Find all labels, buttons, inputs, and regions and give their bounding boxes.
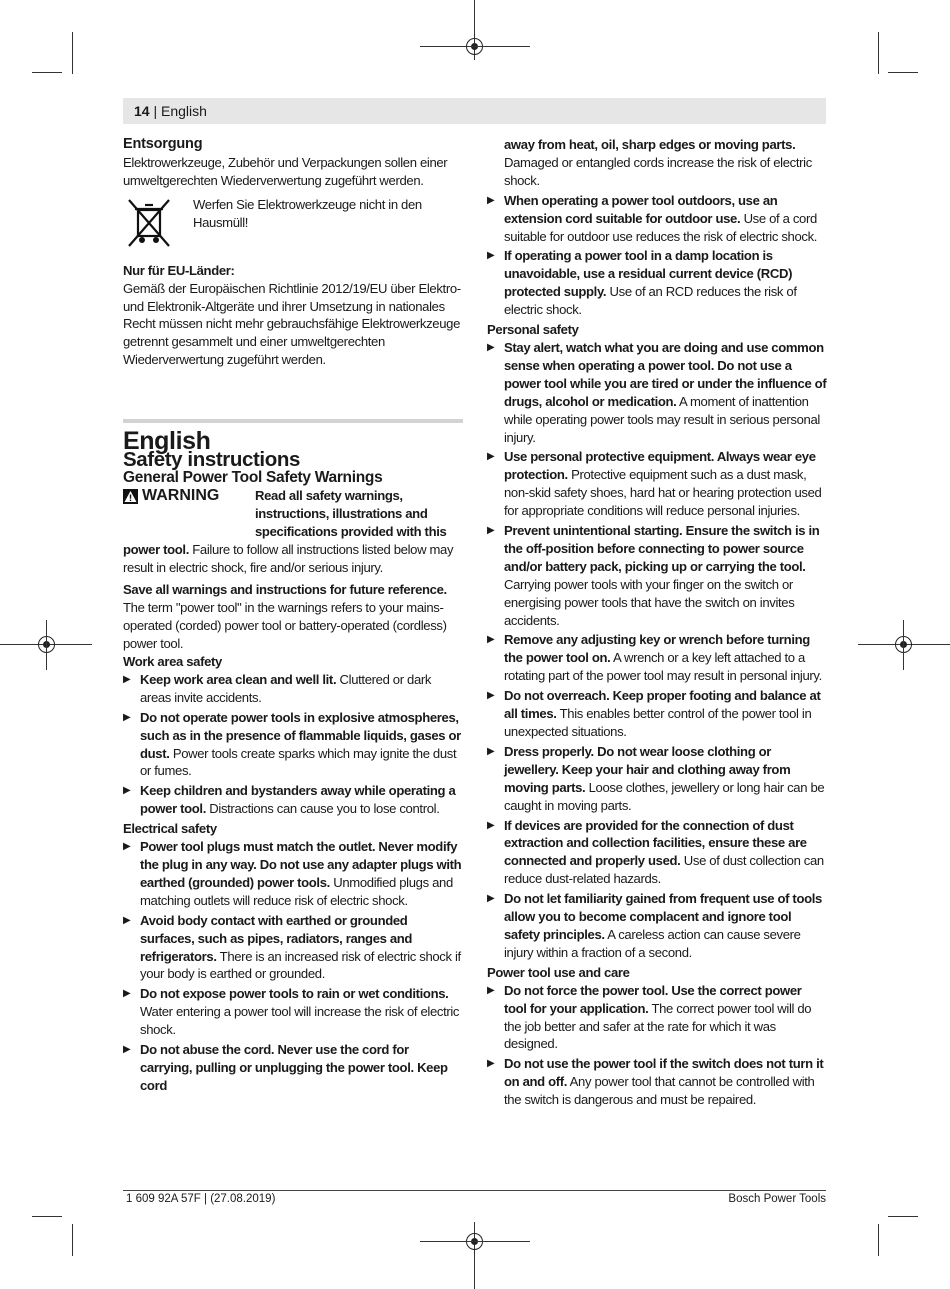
page-number: 14 <box>134 103 150 119</box>
crop-mark <box>32 72 62 73</box>
list-item: ▶ Do not use the power tool if the switch does not turn it on and off. Any power tool that cannot be controlled with the switch is dangerous and must be repaired. <box>487 1056 824 1108</box>
bullet-triangle-icon: ▶ <box>487 250 495 262</box>
list-item-continued: away from heat, oil, sharp edges or moving parts. Damaged or entangled cords increase the risk of electric shock. <box>504 137 812 188</box>
left-column <box>123 136 463 1097</box>
list-item: ▶ Keep work area clean and well lit. Cluttered or dark areas invite accidents. <box>123 671 432 705</box>
footer-divider <box>123 1190 826 1191</box>
list-item: ▶ When operating a power tool outdoors, use an extension cord suitable for outdoor use. Use of a cord suitable for outdoor use reduces the risk of electric shock. <box>487 192 818 244</box>
bullet-triangle-icon: ▶ <box>487 1058 495 1070</box>
disposal-notice <box>123 196 463 250</box>
crop-mark <box>72 32 73 74</box>
section-divider <box>123 419 463 423</box>
list-item: ▶ Do not force the power tool. Use the correct power tool for your application. The correct power tool will do the job better and safer at the rate for which it was designed. <box>487 982 812 1052</box>
safety-instructions-heading: Safety instructions <box>123 448 300 472</box>
crop-mark <box>903 620 904 670</box>
bullet-triangle-icon: ▶ <box>487 745 495 757</box>
list-item: ▶ Power tool plugs must match the outlet. Never modify the plug in any way. Do not use any adapter plugs with earthed (grounded) power tools. Unmodified plugs and matching outlets will reduce risk of electric shock. <box>123 839 462 908</box>
bullet-triangle-icon: ▶ <box>487 194 495 206</box>
warning-text: Failure to follow all instructions listed below may result in electric shock, fire and/or serious injury. <box>123 541 454 575</box>
list-item: ▶ Use personal protective equipment. Always wear eye protection. Protective equipment such as a dust mask, non-skid safety shoes, hard hat or hearing protection used for appropriate conditions will reduce personal injuries. <box>487 449 822 519</box>
bullet-triangle-icon: ▶ <box>487 634 495 646</box>
eu-heading: Nur für EU-Länder: <box>123 262 235 278</box>
bullet-triangle-icon: ▶ <box>487 690 495 702</box>
warning-label: WARNING <box>142 486 220 504</box>
header-language: English <box>161 103 207 119</box>
bullet-triangle-icon: ▶ <box>487 984 495 996</box>
list-item: ▶ Keep children and bystanders away while operating a power tool. Distractions can cause you to lose control. <box>123 783 456 817</box>
bullet-triangle-icon: ▶ <box>487 341 495 353</box>
power-tool-term: The term "power tool" in the warnings refers to your mains-operated (corded) power tool or battery-operated (cordless) power tool. <box>123 600 447 652</box>
entsorgung-text: Elektrowerkzeuge, Zubehör und Verpackungen sollen einer umweltgerechten Wiederverwertung zugeführt werden. <box>123 154 448 188</box>
bullet-triangle-icon: ▶ <box>123 711 131 723</box>
save-instructions: Save all warnings and instructions for future reference. <box>123 582 447 598</box>
warning-block <box>123 487 463 577</box>
list-item: ▶ If operating a power tool in a damp location is unavoidable, use a residual current device (RCD) protected supply. Use of an RCD reduces the risk of electric shock. <box>487 248 797 318</box>
bullet-triangle-icon: ▶ <box>123 914 131 926</box>
crop-mark <box>888 72 918 73</box>
crop-mark <box>46 620 47 670</box>
list-item: ▶ If devices are provided for the connection of dust extraction and collection facilities, ensure these are connected and properly used. Use of dust collection can reduce dust-related hazards. <box>487 817 824 887</box>
crop-mark <box>878 1224 879 1256</box>
english-heading: English <box>123 427 211 456</box>
electrical-heading: Electrical safety <box>123 821 217 837</box>
list-item: ▶ Remove any adjusting key or wrench before turning the power tool on. A wrench or a key left attached to a rotating part of the power tool may result in personal injury. <box>487 632 822 684</box>
bullet-triangle-icon: ▶ <box>487 893 495 905</box>
bullet-triangle-icon: ▶ <box>123 841 131 853</box>
page-header-bar <box>123 98 826 124</box>
eu-text: Gemäß der Europäischen Richtlinie 2012/19/EU über Elektro- und Elektronik-Altgeräte und ihrer Umsetzung in nationales Recht müssen nicht mehr gebrauchsfähige Elektrowerkzeuge getrennt gesammelt und einer umweltgerechten Wiederverwertung zugeführt werden. <box>123 280 461 368</box>
bullet-triangle-icon: ▶ <box>123 988 131 1000</box>
crop-mark <box>420 46 530 47</box>
tool-use-heading: Power tool use and care <box>487 964 630 980</box>
right-column <box>487 136 827 1111</box>
list-item: ▶ Do not expose power tools to rain or wet conditions. Water entering a power tool will increase the risk of electric shock. <box>123 986 460 1038</box>
personal-safety-heading: Personal safety <box>487 322 579 338</box>
footer-brand: Bosch Power Tools <box>728 1193 826 1205</box>
warning-bold-text: Read all safety warnings, instructions, illustrations and specifications provided with this power tool. <box>123 487 447 557</box>
bullet-triangle-icon: ▶ <box>123 1044 131 1056</box>
warning-badge <box>123 487 255 523</box>
general-warnings-heading: General Power Tool Safety Warnings <box>123 468 383 486</box>
bullet-triangle-icon: ▶ <box>487 819 495 831</box>
list-item: ▶ Avoid body contact with earthed or grounded surfaces, such as pipes, radiators, ranges and refrigerators. There is an increased risk of electric shock if your body is earthed or grounded. <box>123 912 461 982</box>
crop-mark <box>32 1216 62 1217</box>
disposal-text: Werfen Sie Elektrowerkzeuge nicht in den Hausmüll! <box>193 196 422 230</box>
bullet-triangle-icon: ▶ <box>123 785 131 797</box>
list-item: ▶ Do not abuse the cord. Never use the cord for carrying, pulling or unplugging the power tool. Keep cord <box>123 1042 448 1093</box>
warning-triangle-icon <box>123 489 138 504</box>
work-area-heading: Work area safety <box>123 654 222 670</box>
footer-doc-ref: 1 609 92A 57F | (27.08.2019) <box>126 1193 276 1205</box>
bullet-triangle-icon: ▶ <box>487 525 495 537</box>
list-item: ▶ Do not let familiarity gained from frequent use of tools allow you to become complacent and ignore tool safety principles. A careless action can cause severe injury within a fraction of a second. <box>487 891 822 960</box>
crossed-out-bin-icon <box>123 196 175 250</box>
page-header: 14 | English <box>134 103 207 119</box>
crop-mark <box>72 1224 73 1256</box>
bullet-triangle-icon: ▶ <box>123 673 131 685</box>
list-item: ▶ Do not overreach. Keep proper footing and balance at all times. This enables better control of the power tool in unexpected situations. <box>487 688 821 739</box>
list-item: ▶ Stay alert, watch what you are doing and use common sense when operating a power tool. Do not use a power tool while you are tired or under the influence of drugs, alcohol or medication. A moment of inattention while operating power tools may result in serious personal injury. <box>487 339 827 445</box>
crop-mark <box>878 32 879 74</box>
crop-mark <box>420 1241 530 1242</box>
list-item: ▶ Do not operate power tools in explosive atmospheres, such as in the presence of flammable liquids, gases or dust. Power tools create sparks which may ignite the dust or fumes. <box>123 709 461 779</box>
bullet-triangle-icon: ▶ <box>487 451 495 463</box>
list-item: ▶ Prevent unintentional starting. Ensure the switch is in the off-position before connecting to power source and/or battery pack, picking up or carrying the tool. Carrying power tools with your finger on the switch or energising power tools that have the switch on invites accidents. <box>487 523 820 628</box>
list-item: ▶ Dress properly. Do not wear loose clothing or jewellery. Keep your hair and clothing away from moving parts. Loose clothes, jewellery or long hair can be caught in moving parts. <box>487 743 825 813</box>
crop-mark <box>888 1216 918 1217</box>
entsorgung-heading: Entsorgung <box>123 136 203 152</box>
